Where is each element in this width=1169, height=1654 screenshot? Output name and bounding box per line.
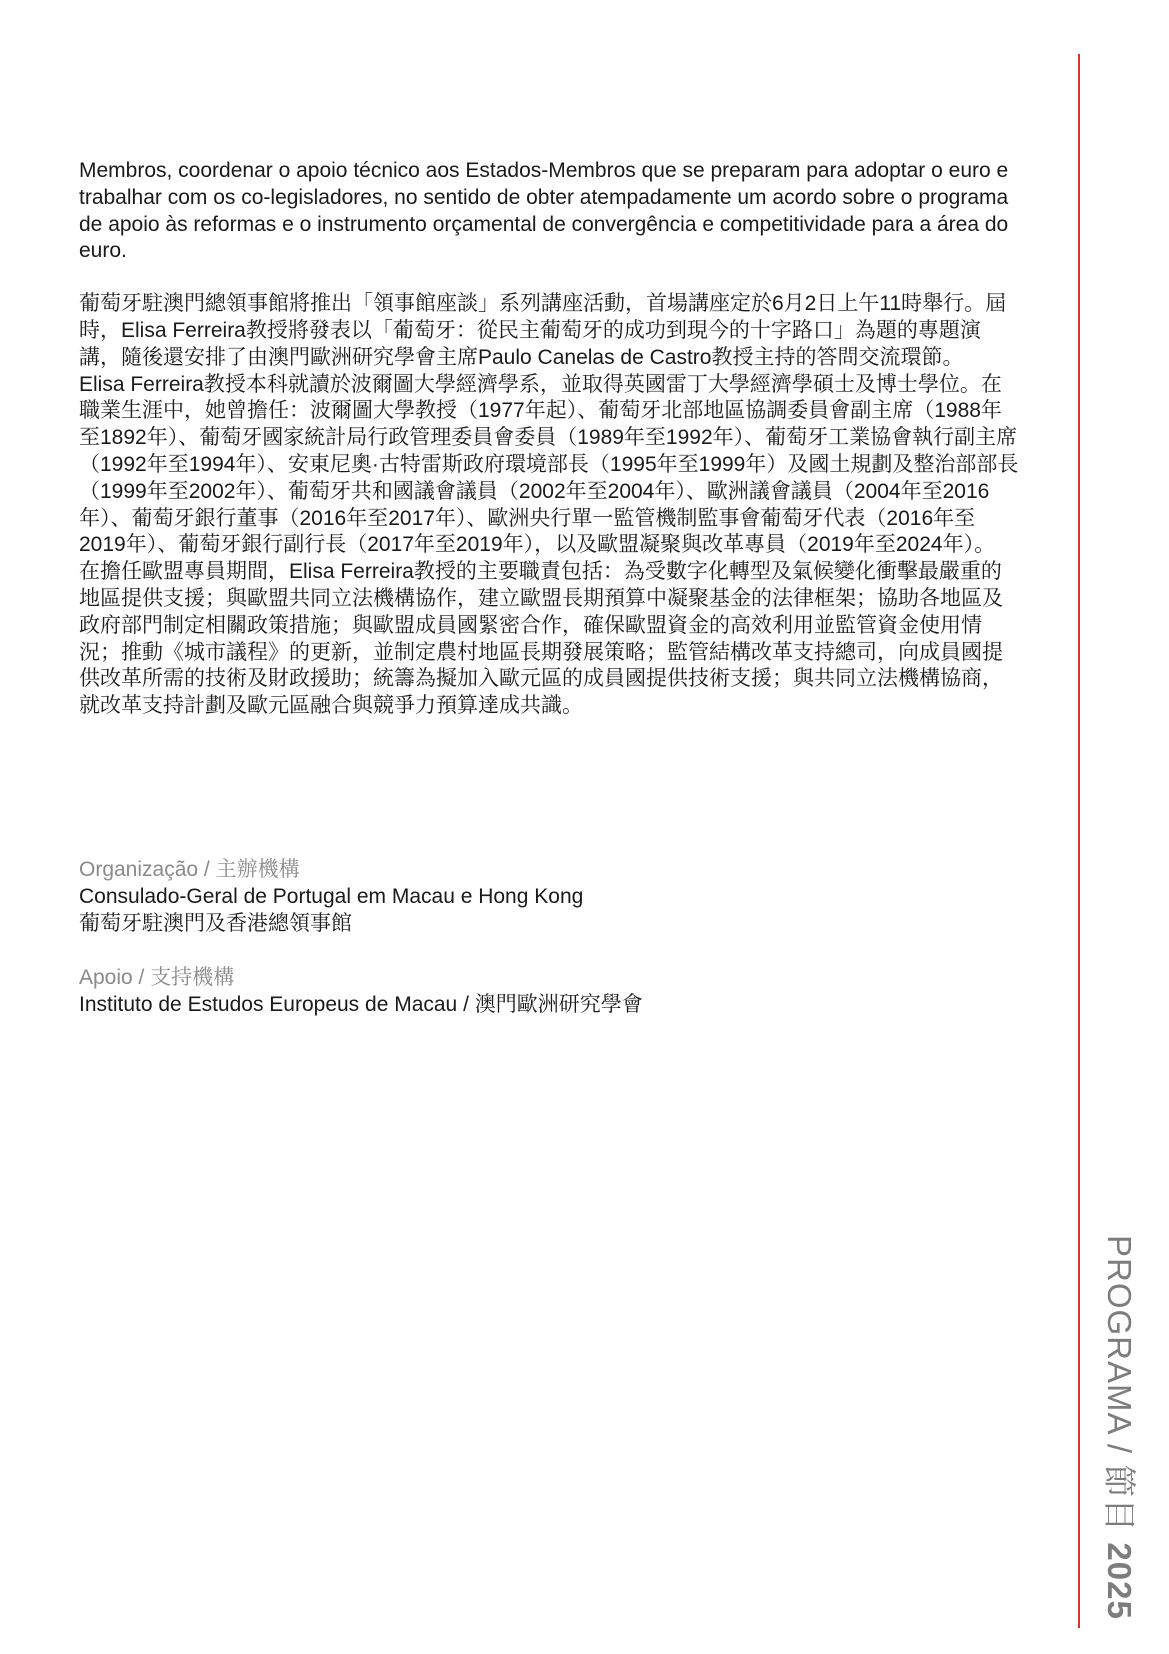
support-label: Apoio / 支持機構 [79, 966, 235, 989]
paragraph-chinese-responsibilities: 在擔任歐盟專員期間，Elisa Ferreira教授的主要職責包括：為受數字化轉型及氣候變化衝擊最嚴重的地區提供支援；與歐盟共同立法機構協作，建立歐盟長期預算中凝聚基金的法律框架；協助各地區及政府部門制定相關政策措施；與歐盟成員國緊密合作，確保歐盟資金的高效利用並監管資金使用情況；推動《城市議程》的更新，並制定農村地區長期發展策略；監管結構改革支持總司，向成員國提供改革所需的技術及財政援助；統籌為擬加入歐元區的成員國提供技術支援；與共同立法機構協商，就改革支持計劃及歐元區融合與競爭力預算達成共識。 [79, 560, 1003, 718]
vertical-accent-rule [1078, 54, 1080, 1628]
paragraph-chinese-biography: Elisa Ferreira教授本科就讀於波爾圖大學經濟學系，並取得英國雷丁大學經濟學碩士及博士學位。在職業生涯中，她曾擔任：波爾圖大學教授（1977年起）、葡萄牙北部地區協調委員會副主席（1988年至1892年）、葡萄牙國家統計局行政管理委員會委員（1989年至1992年）、葡萄牙工業協會執行副主席（1992年至1994年）、安東尼奧·古特雷斯政府環境部長（1995年至1999年）及國土規劃及整治部部長（1999年至2002年）、葡萄牙共和國議會議員（2002年至2004年）、歐洲議會議員（2004年至2016年）、葡萄牙銀行董事（2016年至2017年）、歐洲央行單一監管機制監事會葡萄牙代表（2016年至2019年）、葡萄牙銀行副行長（2017年至2019年），以及歐盟凝聚與改革專員（2019年至2024年）。 [79, 372, 1019, 557]
sidebar-year: 2025 [1101, 1542, 1138, 1620]
main-content [79, 158, 1019, 720]
paragraph-chinese-announcement: 葡萄牙駐澳門總領事館將推出「領事館座談」系列講座活動，首場講座定於6月2日上午11時舉行。屆時，Elisa Ferreira教授將發表以「葡萄牙：從民主葡萄牙的成功到現今的十字路口」為題的專題演講，隨後還安排了由澳門歐洲研究學會主席Paulo Canelas de Castro教授主持的答問交流環節。 [79, 292, 1007, 369]
credits-section [79, 856, 979, 1045]
organizer-name-portuguese: Consulado-Geral de Portugal em Macau e Hong Kong [79, 885, 584, 908]
organizer-name-chinese: 葡萄牙駐澳門及香港總領事館 [79, 912, 352, 935]
support-block [79, 964, 979, 1018]
paragraph-portuguese: Membros, coordenar o apoio técnico aos Estados-Membros que se preparam para adoptar o euro e trabalhar com os co-legisladores, no sentido de obter atempadamente um acordo sobre o programa de apoio às reformas e o instrumento orçamental de convergência e competitividade para a área do euro. [79, 159, 1009, 263]
organizer-label: Organização / 主辦機構 [79, 858, 300, 881]
sidebar-section-title [1098, 1235, 1140, 1623]
organizer-block [79, 856, 979, 937]
sidebar-section-label: PROGRAMA / 節目 [1101, 1235, 1138, 1533]
support-name: Instituto de Estudos Europeus de Macau / 澳門歐洲研究學會 [79, 993, 643, 1016]
